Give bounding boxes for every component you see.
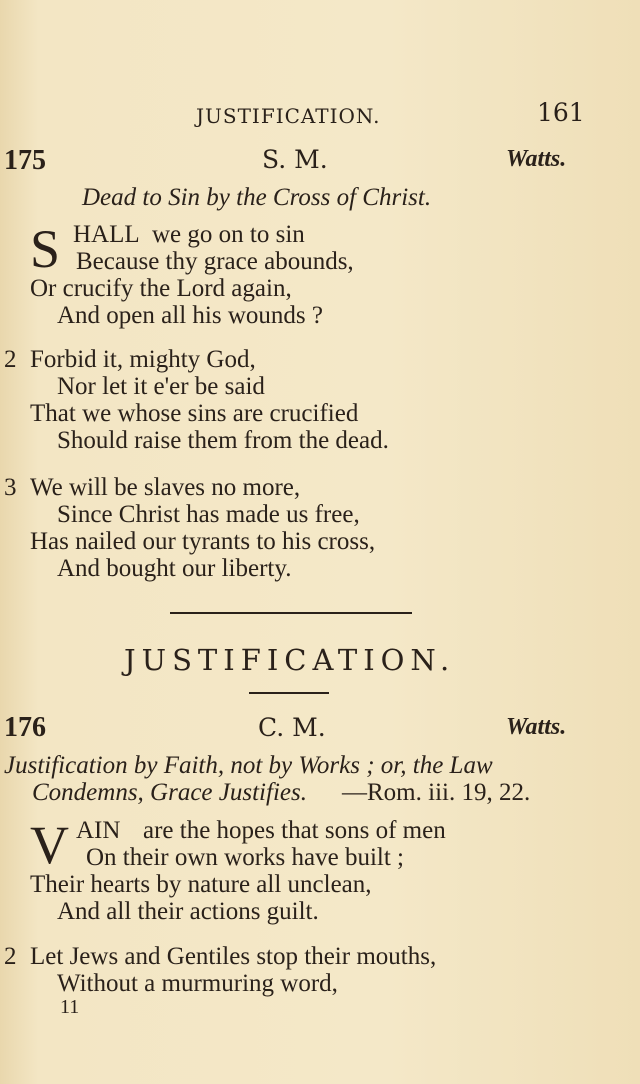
- hymn-175-s3-line3: Has nailed our tyrants to his cross,: [30, 528, 376, 555]
- hymn-175-s2-line2: Nor let it e'er be said: [57, 373, 265, 400]
- hymn-175-s3-line4: And bought our liberty.: [57, 555, 292, 582]
- hymn-176-title-line2: Condemns, Grace Justifies.: [32, 779, 307, 806]
- hymn-176-s1-line1: are the hopes that sons of men: [143, 817, 446, 844]
- hymn-176-title-reference: —Rom. iii. 19, 22.: [342, 779, 531, 806]
- hymn-175-first-word: HALL: [73, 221, 140, 248]
- signature-mark: 11: [60, 996, 80, 1018]
- hymn-175-s2-line3: That we whose sins are crucified: [30, 400, 359, 427]
- section-rule: [249, 692, 329, 694]
- hymn-176-author: Watts.: [506, 714, 567, 740]
- hymn-175-s2-line4: Should raise them from the dead.: [57, 427, 389, 454]
- hymn-175-stanza3-number: 3: [4, 474, 17, 501]
- running-head: JUSTIFICATION.: [196, 104, 381, 128]
- hymn-176-s2-line2: Without a murmuring word,: [57, 970, 338, 997]
- hymn-176-stanza2-number: 2: [4, 943, 17, 970]
- hymn-176-s1-line3: Their hearts by nature all unclean,: [30, 871, 372, 898]
- hymn-175-s1-line2: Because thy grace abounds,: [76, 248, 354, 275]
- hymn-176-meter: C. M.: [258, 713, 326, 742]
- hymn-175-meter: S. M.: [262, 145, 328, 174]
- hymn-176-number: 176: [4, 712, 46, 743]
- hymn-175-s1-line4: And open all his wounds ?: [57, 302, 323, 329]
- hymn-175-number: 175: [4, 145, 46, 176]
- hymn-175-s2-line1: Forbid it, mighty God,: [30, 346, 256, 373]
- hymn-176-title-line1: Justification by Faith, not by Works ; or, the Law: [4, 752, 493, 779]
- hymn-176-s1-line4: And all their actions guilt.: [57, 898, 319, 925]
- hymn-176-dropcap: V: [30, 815, 69, 875]
- hymn-175-s1-line1: we go on to sin: [152, 221, 305, 248]
- section-heading: JUSTIFICATION.: [124, 643, 456, 677]
- hymn-175-title: Dead to Sin by the Cross of Christ.: [82, 184, 432, 211]
- hymn-175-stanza2-number: 2: [4, 346, 17, 373]
- page-number: 161: [537, 98, 585, 127]
- hymn-175-s3-line1: We will be slaves no more,: [30, 474, 301, 501]
- hymn-175-dropcap: S: [30, 219, 61, 279]
- hymn-175-s1-line3: Or crucify the Lord again,: [30, 275, 292, 302]
- hymn-175-author: Watts.: [506, 146, 567, 172]
- divider-rule: [170, 612, 412, 614]
- hymn-175-s3-line2: Since Christ has made us free,: [57, 501, 360, 528]
- hymn-176-s1-line2: On their own works have built ;: [86, 844, 405, 871]
- hymn-176-first-word: AIN: [76, 817, 121, 844]
- hymn-176-s2-line1: Let Jews and Gentiles stop their mouths,: [30, 943, 437, 970]
